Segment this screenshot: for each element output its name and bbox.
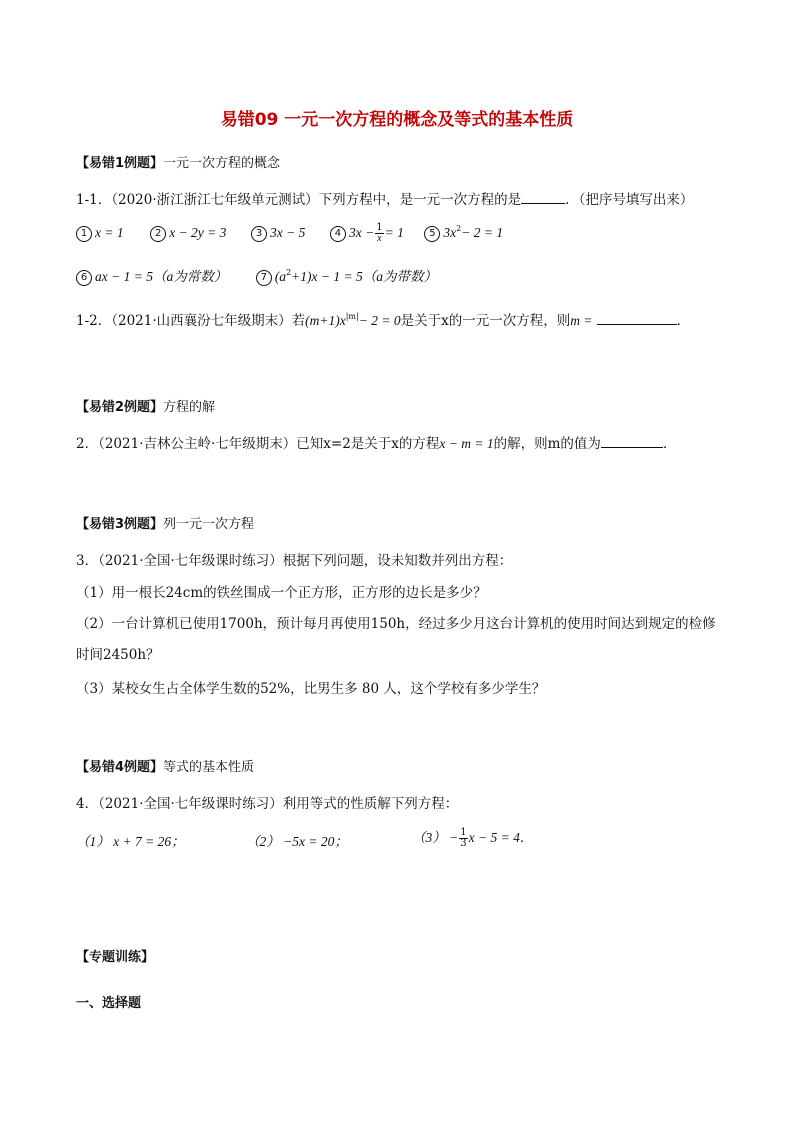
- section-4-heading: [76, 756, 254, 775]
- special-training-tag: 【专题训练】: [76, 950, 155, 965]
- question-1-2-text: 1-2．（2021·山西襄汾七年级期末）若: [76, 313, 306, 329]
- exponent: 2: [456, 224, 462, 233]
- special-training-heading: [76, 946, 154, 965]
- answer-blank[interactable]: [597, 312, 677, 325]
- option-2-marker: 2: [150, 226, 166, 242]
- section-3-heading: [76, 513, 254, 532]
- question-2-text: 2．（2021·吉林公主岭·七年级期末）已知x=2是关于x的方程: [76, 436, 440, 452]
- exponent: |m|: [345, 312, 359, 321]
- section-4-tag: 【易错4例题】: [76, 760, 164, 775]
- question-1-2-mid: 是关于x的一元一次方程，则: [400, 313, 571, 329]
- question-1-1-suffix: ．（把序号填写出来）: [565, 192, 694, 208]
- option-7-marker: 7: [256, 270, 272, 286]
- variable-m: m =: [570, 313, 593, 328]
- section-2-topic: 方程的解: [163, 400, 216, 415]
- option-4: 3x −: [348, 225, 375, 240]
- section-1-topic: 一元一次方程的概念: [163, 156, 281, 171]
- option-1-marker: 1: [76, 226, 92, 242]
- options-row-1: [76, 223, 503, 244]
- answer-blank[interactable]: [521, 191, 565, 204]
- equation-1: （1） x + 7 = 26；: [76, 834, 185, 849]
- section-2-heading: [76, 396, 215, 415]
- period: ．: [676, 313, 691, 329]
- equation-3-start: （3） −: [412, 830, 459, 845]
- section-3-topic: 列一元一次方程: [163, 517, 255, 532]
- question-2: [76, 432, 676, 452]
- equation-3-fraction: $\frac{1}{3}$: [460, 827, 467, 849]
- option-2: x − 2y = 3: [169, 225, 227, 240]
- equation-3-rest: x − 5 = 4: [468, 830, 520, 845]
- period: ．: [519, 830, 534, 846]
- option-3-marker: 3: [251, 226, 267, 242]
- option-7: (a: [274, 269, 287, 284]
- option-6: ax − 1 = 5（a为常数）: [95, 269, 228, 284]
- question-2-mid: 的解，则m的值为: [493, 436, 601, 452]
- option-5-marker: 5: [424, 226, 440, 242]
- equation-2: （2） −5x = 20；: [246, 834, 348, 849]
- option-4-rest: = 1: [384, 225, 404, 240]
- equation: (m+1)x: [305, 313, 346, 328]
- option-4-marker: 4: [330, 226, 346, 242]
- option-5-rest: − 2 = 1: [461, 225, 504, 240]
- section-2-tag: 【易错2例题】: [76, 400, 164, 415]
- question-1-2: [76, 309, 690, 329]
- option-6-marker: 6: [76, 270, 92, 286]
- section-1-tag: 【易错1例题】: [76, 156, 164, 171]
- multiple-choice-heading: 一、选择题: [76, 996, 142, 1011]
- question-3-part-2: （2）一台计算机已使用1700h，预计每月再使用150h，经过多少月这台计算机的使用时间达到规定的检修: [76, 616, 716, 632]
- exponent: 2: [286, 268, 292, 277]
- equation-3: [412, 826, 533, 849]
- question-3: 3．（2021·全国·七年级课时练习）根据下列问题，设未知数并列出方程：: [76, 553, 513, 569]
- page-title: 易错09 一元一次方程的概念及等式的基本性质: [220, 110, 574, 130]
- options-row-2: [76, 265, 437, 286]
- option-1: x = 1: [95, 225, 124, 240]
- question-3-part-3: （3）某校女生占全体学生数的52%，比男生多 80 人，这个学校有多少学生？: [76, 681, 546, 697]
- question-3-part-2-cont: 时间2450h？: [76, 647, 160, 663]
- section-1-heading: [76, 152, 280, 171]
- option-3: 3x − 5: [270, 225, 306, 240]
- question-3-part-1: （1）用一根长24cm的铁丝围成一个正方形，正方形的边长是多少？: [76, 585, 487, 601]
- option-5: 3x: [443, 225, 457, 240]
- equation: x − m = 1: [439, 436, 494, 451]
- answer-blank[interactable]: [601, 435, 663, 448]
- question-1-1-text: 1-1．（2020·浙江浙江七年级单元测试）下列方程中，是一元一次方程的是: [76, 192, 522, 208]
- option-4-fraction: $\frac{1}{x}$: [376, 222, 383, 244]
- equation-rest: − 2 = 0: [358, 313, 401, 328]
- question-1-1: [76, 188, 693, 208]
- section-4-topic: 等式的基本性质: [163, 760, 255, 775]
- option-7-rest: +1)x − 1 = 5（a为带数）: [291, 269, 437, 284]
- period: ．: [662, 436, 677, 452]
- section-3-tag: 【易错3例题】: [76, 517, 164, 532]
- question-4: 4．（2021·全国·七年级课时练习）利用等式的性质解下列方程：: [76, 796, 459, 812]
